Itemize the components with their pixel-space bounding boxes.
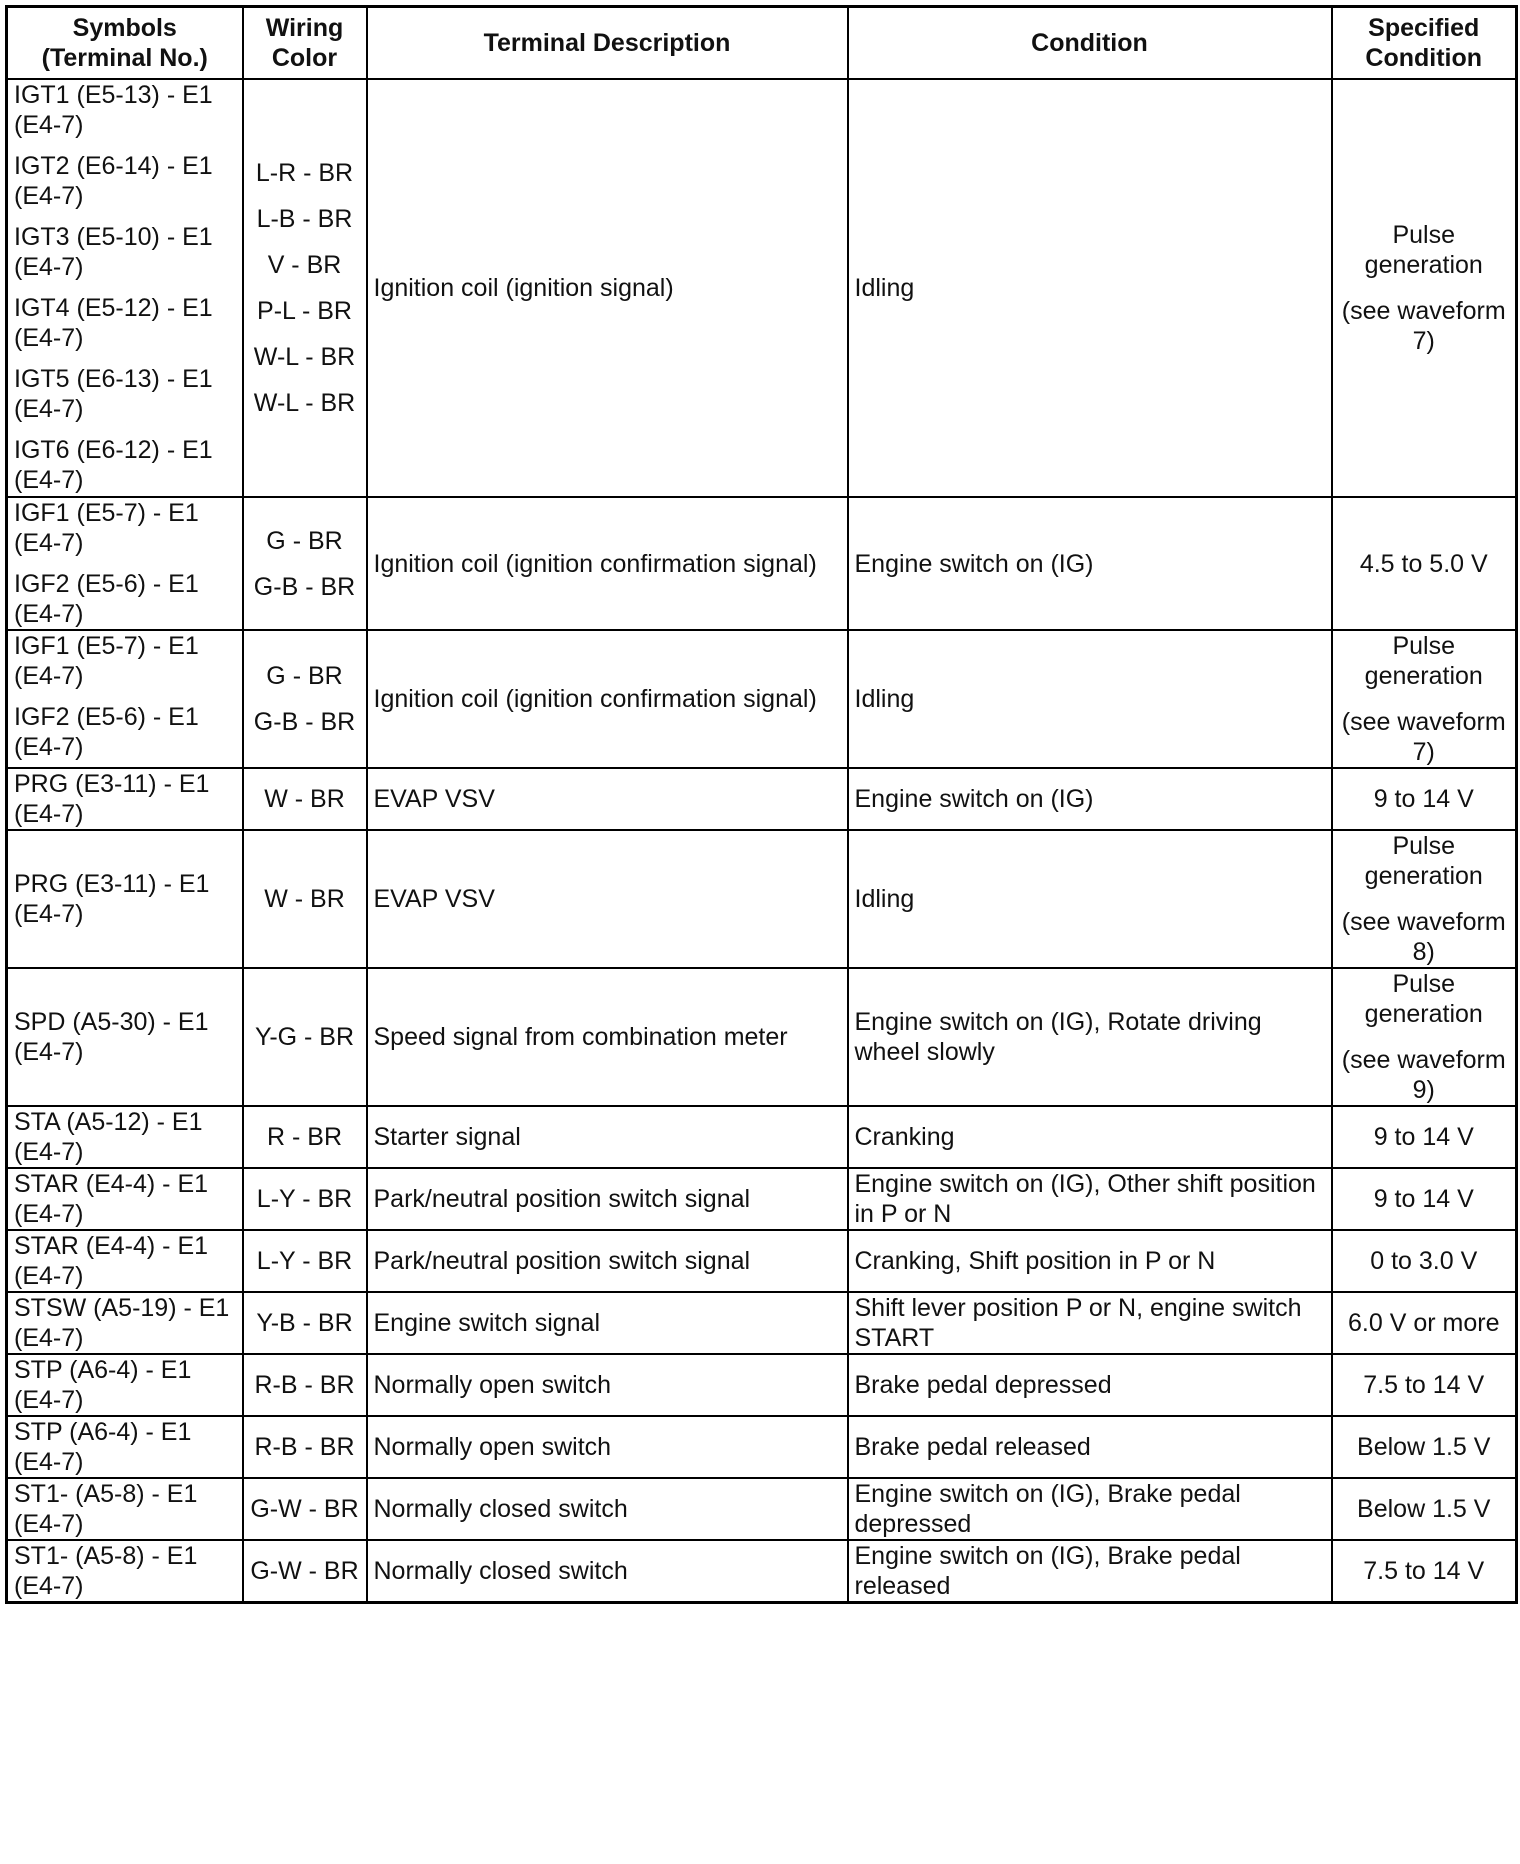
condition-cell-line: Shift lever position P or N, engine switch [854, 1294, 1302, 1322]
symbol-line: (E4-7) [14, 900, 84, 928]
wiring-color-cell [243, 1106, 367, 1168]
wiring-line: G-B - BR [253, 572, 356, 601]
condition-cell [848, 79, 1332, 497]
specified-condition-cell [1332, 830, 1517, 968]
table-row [7, 497, 1517, 630]
header-wiring-color [243, 7, 367, 80]
condition-cell [848, 968, 1332, 1106]
symbols-cell [7, 1354, 243, 1416]
condition-cell [848, 830, 1332, 968]
wiring-color-cell [243, 497, 367, 630]
symbols-cell [7, 768, 243, 830]
terminal-description-cell: Normally closed switch [367, 1540, 848, 1603]
condition-cell-line: Brake pedal released [854, 1433, 1091, 1461]
condition-cell [848, 630, 1332, 768]
specified-line: generation [1364, 1000, 1483, 1028]
symbol-line: (E4-7) [14, 111, 84, 139]
specified-line: Below 1.5 V [1357, 1433, 1491, 1461]
symbols-cell [7, 1416, 243, 1478]
specified-line: 7) [1412, 738, 1435, 766]
header-wiring-line: Wiring [265, 14, 344, 42]
symbol-line: (E4-7) [14, 662, 84, 690]
symbols-cell [7, 1106, 243, 1168]
symbol-line: (E4-7) [14, 253, 84, 281]
table-body [7, 79, 1517, 1603]
condition-cell-line: Cranking [854, 1123, 955, 1151]
specified-condition-cell [1332, 1106, 1517, 1168]
specified-line: 7) [1412, 327, 1435, 355]
condition-cell-lines [855, 1293, 1325, 1353]
specified-line: 6.0 V or more [1348, 1309, 1500, 1337]
terminal-description-cell: EVAP VSV [367, 768, 848, 830]
symbol-line: IGT2 (E6-14) - E1 [14, 152, 213, 180]
terminal-description-cell: Ignition coil (ignition signal) [367, 79, 848, 497]
symbol-line: (E4-7) [14, 1200, 84, 1228]
terminal-description-cell: Normally closed switch [367, 1478, 848, 1540]
table-row [7, 1416, 1517, 1478]
terminal-description-cell: Speed signal from combination meter [367, 968, 848, 1106]
symbol-line: (E4-7) [14, 1510, 84, 1538]
header-symbols-line: Symbols [72, 14, 177, 42]
terminal-description-cell: Ignition coil (ignition confirmation signal) [367, 497, 848, 630]
specified-line: generation [1364, 251, 1483, 279]
wiring-line: W - BR [264, 885, 345, 913]
symbol-line: (E4-7) [14, 733, 84, 761]
symbol-line: (E4-7) [14, 1262, 84, 1290]
terminal-description-cell: EVAP VSV [367, 830, 848, 968]
wiring-color-cell [243, 1168, 367, 1230]
table-row [7, 1168, 1517, 1230]
specified-line: 7.5 to 14 V [1363, 1371, 1485, 1399]
condition-cell-line: Idling [854, 685, 915, 713]
condition-cell-lines [855, 1246, 1325, 1276]
wiring-color-cell [243, 1416, 367, 1478]
symbol-line: ST1- (A5-8) - E1 [14, 1542, 198, 1570]
table-row [7, 1354, 1517, 1416]
symbol-line: (E4-7) [14, 800, 84, 828]
condition-cell-line: Engine switch on (IG) [854, 549, 1094, 578]
wiring-line: W-L - BR [253, 389, 356, 417]
header-specified-condition [1332, 7, 1517, 80]
symbol-line: (E4-7) [14, 466, 84, 494]
wiring-line: Y-B - BR [256, 1309, 353, 1337]
table-row [7, 1106, 1517, 1168]
wiring-line: R-B - BR [254, 1371, 355, 1399]
condition-cell-line: Engine switch on (IG), Brake pedal [854, 1480, 1241, 1508]
specified-condition-cell [1332, 1292, 1517, 1354]
condition-cell-line: Idling [854, 885, 915, 913]
specified-condition-cell [1332, 630, 1517, 768]
terminal-description-cell: Park/neutral position switch signal [367, 1168, 848, 1230]
condition-cell [848, 497, 1332, 630]
table-row [7, 630, 1517, 768]
table-row [7, 830, 1517, 968]
specified-line: 9) [1412, 1076, 1435, 1104]
symbols-cell [7, 968, 243, 1106]
header-condition-line: Condition [1031, 29, 1148, 57]
terminal-description-cell: Normally open switch [367, 1354, 848, 1416]
specified-line: (see waveform [1341, 908, 1506, 936]
symbol-line: IGT4 (E5-12) - E1 [14, 294, 213, 322]
condition-cell [848, 1416, 1332, 1478]
condition-cell-line: Cranking, Shift position in P or N [854, 1247, 1216, 1275]
condition-cell-lines [855, 1541, 1325, 1601]
condition-cell-lines [855, 884, 1325, 914]
condition-cell-line: START [854, 1324, 935, 1352]
symbols-cell [7, 79, 243, 497]
condition-cell-lines [855, 1007, 1325, 1067]
wiring-line: V - BR [267, 251, 342, 279]
symbol-line: IGF1 (E5-7) - E1 [14, 499, 199, 527]
terminal-description-cell: Engine switch signal [367, 1292, 848, 1354]
specified-line: Pulse [1392, 632, 1456, 660]
header-terminal-description [367, 7, 848, 80]
table-row [7, 1230, 1517, 1292]
symbol-line: (E4-7) [14, 1324, 84, 1352]
table-header [7, 7, 1517, 80]
condition-cell [848, 768, 1332, 830]
wiring-color-cell [243, 1230, 367, 1292]
symbols-cell [7, 1540, 243, 1603]
wiring-line: L-B - BR [256, 205, 353, 233]
specified-line: 9 to 14 V [1373, 1185, 1474, 1213]
wiring-line: W-L - BR [253, 343, 356, 371]
symbol-line: (E4-7) [14, 600, 84, 628]
symbol-line: PRG (E3-11) - E1 [14, 770, 210, 798]
condition-cell-lines [855, 273, 1325, 303]
condition-cell [848, 1292, 1332, 1354]
table-row [7, 1540, 1517, 1603]
terminal-spec-table [5, 5, 1518, 1604]
wiring-line: L-R - BR [255, 159, 354, 187]
wiring-line: R-B - BR [254, 1433, 355, 1461]
symbol-line: (E4-7) [14, 182, 84, 210]
wiring-line: G-W - BR [250, 1557, 359, 1585]
symbol-line: (E4-7) [14, 1572, 84, 1600]
symbol-line: STA (A5-12) - E1 [14, 1108, 203, 1136]
specified-condition-cell [1332, 1354, 1517, 1416]
terminal-description-cell: Starter signal [367, 1106, 848, 1168]
wiring-line: G - BR [266, 662, 343, 690]
wiring-color-cell [243, 968, 367, 1106]
header-specified-line: Condition [1365, 44, 1483, 72]
condition-cell-line: Engine switch on (IG), Brake pedal [854, 1542, 1241, 1570]
condition-cell-line: Engine switch on (IG), Other shift position [854, 1170, 1316, 1198]
symbol-line: IGT1 (E5-13) - E1 [14, 81, 213, 109]
specified-line: (see waveform [1341, 297, 1506, 325]
terminal-description-cell: Ignition coil (ignition confirmation signal) [367, 630, 848, 768]
wiring-line: G-B - BR [253, 708, 356, 736]
symbols-cell [7, 1230, 243, 1292]
symbol-line: (E4-7) [14, 324, 84, 352]
condition-cell-lines [855, 1479, 1325, 1539]
wiring-line: W - BR [264, 785, 345, 813]
condition-cell-lines [855, 1432, 1325, 1462]
symbol-line: ST1- (A5-8) - E1 [14, 1480, 198, 1508]
wiring-line: L-Y - BR [256, 1247, 353, 1275]
symbol-line: (E4-7) [14, 1038, 84, 1066]
specified-condition-cell [1332, 1478, 1517, 1540]
condition-cell-lines [855, 1169, 1325, 1229]
wiring-color-cell [243, 1292, 367, 1354]
specified-line: (see waveform [1341, 1046, 1506, 1074]
specified-condition-cell [1332, 968, 1517, 1106]
symbols-cell [7, 497, 243, 630]
specified-line: 7.5 to 14 V [1363, 1557, 1485, 1585]
specified-line: generation [1364, 662, 1483, 690]
condition-cell [848, 1540, 1332, 1603]
symbol-line: IGT5 (E6-13) - E1 [14, 365, 213, 393]
wiring-color-cell [243, 768, 367, 830]
condition-cell-lines [855, 684, 1325, 714]
wiring-color-cell [243, 1354, 367, 1416]
symbol-line: STAR (E4-4) - E1 [14, 1170, 209, 1198]
wiring-line: P-L - BR [257, 297, 352, 325]
specified-line: Below 1.5 V [1357, 1495, 1491, 1523]
wiring-color-cell [243, 630, 367, 768]
specified-line: (see waveform [1341, 708, 1506, 736]
symbol-line: STAR (E4-4) - E1 [14, 1232, 209, 1260]
header-symbols-line: (Terminal No.) [41, 44, 208, 72]
symbol-line: PRG (E3-11) - E1 [14, 870, 210, 898]
symbol-line: (E4-7) [14, 1138, 84, 1166]
condition-cell-lines [855, 1122, 1325, 1152]
wiring-line: G - BR [266, 526, 343, 555]
specified-condition-cell [1332, 768, 1517, 830]
condition-cell [848, 1168, 1332, 1230]
symbol-line: STP (A6-4) - E1 [14, 1356, 192, 1384]
specified-line: 4.5 to 5.0 V [1359, 549, 1488, 578]
condition-cell-line: Idling [854, 274, 915, 302]
wiring-color-cell [243, 79, 367, 497]
condition-cell-line: Engine switch on (IG) [854, 785, 1094, 813]
specified-condition-cell [1332, 1168, 1517, 1230]
symbol-line: IGF2 (E5-6) - E1 [14, 703, 199, 731]
condition-cell-line: released [854, 1572, 951, 1600]
symbol-line: IGF2 (E5-6) - E1 [14, 570, 199, 598]
condition-cell-line: Engine switch on (IG), Rotate driving [854, 1008, 1262, 1036]
condition-cell-lines [855, 784, 1325, 814]
header-row [7, 7, 1517, 80]
symbols-cell [7, 1478, 243, 1540]
symbol-line: (E4-7) [14, 1448, 84, 1476]
condition-cell [848, 1106, 1332, 1168]
specified-line: generation [1364, 862, 1483, 890]
symbol-line: (E4-7) [14, 529, 84, 557]
specified-line: Pulse [1392, 221, 1456, 249]
condition-cell [848, 1230, 1332, 1292]
condition-cell-lines [855, 549, 1325, 579]
wiring-line: L-Y - BR [256, 1185, 353, 1213]
specified-line: 9 to 14 V [1373, 1123, 1474, 1151]
symbols-cell [7, 1168, 243, 1230]
header-description-line: Terminal Description [483, 29, 731, 57]
specified-condition-cell [1332, 1540, 1517, 1603]
header-condition [848, 7, 1332, 80]
symbol-line: IGT6 (E6-12) - E1 [14, 436, 213, 464]
symbol-line: STP (A6-4) - E1 [14, 1418, 192, 1446]
specified-line: 8) [1412, 938, 1435, 966]
condition-cell-lines [855, 1370, 1325, 1400]
symbol-line: (E4-7) [14, 1386, 84, 1414]
condition-cell-line: Brake pedal depressed [854, 1371, 1112, 1399]
symbols-cell [7, 830, 243, 968]
wiring-color-cell [243, 830, 367, 968]
header-symbols [7, 7, 243, 80]
wiring-line: Y-G - BR [254, 1023, 355, 1051]
table-row [7, 768, 1517, 830]
symbol-line: SPD (A5-30) - E1 [14, 1008, 209, 1036]
condition-cell-line: in P or N [854, 1200, 952, 1228]
table-row [7, 1478, 1517, 1540]
specified-line: Pulse [1392, 970, 1456, 998]
condition-cell [848, 1354, 1332, 1416]
table-row [7, 968, 1517, 1106]
symbol-line: STSW (A5-19) - E1 [14, 1294, 230, 1322]
specified-condition-cell [1332, 79, 1517, 497]
terminal-description-cell: Park/neutral position switch signal [367, 1230, 848, 1292]
condition-cell [848, 1478, 1332, 1540]
wiring-color-cell [243, 1540, 367, 1603]
specified-condition-cell [1332, 497, 1517, 630]
wiring-line: G-W - BR [250, 1495, 359, 1523]
symbol-line: IGF1 (E5-7) - E1 [14, 632, 199, 660]
terminal-description-cell: Normally open switch [367, 1416, 848, 1478]
specified-condition-cell [1332, 1230, 1517, 1292]
symbols-cell [7, 1292, 243, 1354]
specified-line: 9 to 14 V [1373, 785, 1474, 813]
header-specified-line: Specified [1368, 14, 1480, 42]
header-wiring-line: Color [271, 44, 338, 72]
table-row [7, 1292, 1517, 1354]
symbol-line: (E4-7) [14, 395, 84, 423]
wiring-line: R - BR [267, 1123, 342, 1151]
wiring-color-cell [243, 1478, 367, 1540]
specified-line: Pulse [1392, 832, 1456, 860]
specified-line: 0 to 3.0 V [1370, 1247, 1478, 1275]
symbols-cell [7, 630, 243, 768]
condition-cell-line: wheel slowly [854, 1038, 995, 1066]
table-row [7, 79, 1517, 497]
specified-condition-cell [1332, 1416, 1517, 1478]
symbol-line: IGT3 (E5-10) - E1 [14, 223, 213, 251]
condition-cell-line: depressed [854, 1510, 972, 1538]
